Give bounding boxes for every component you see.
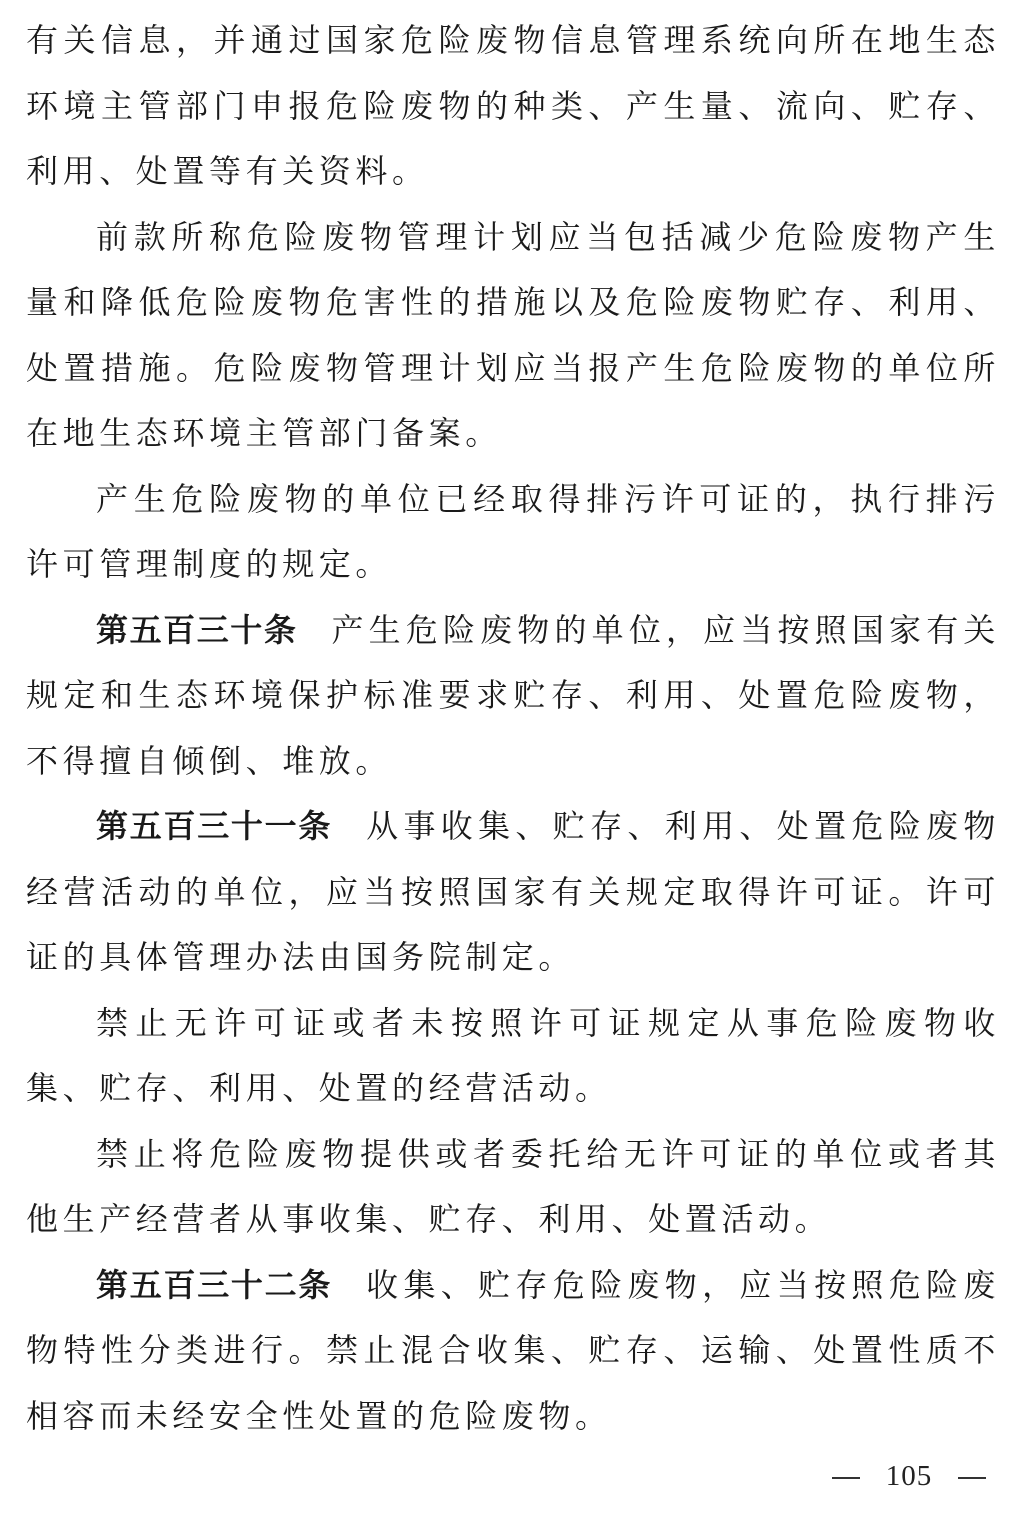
document-page [26, 8, 1000, 1449]
article-number: 第五百三十二条 [96, 1265, 333, 1304]
page-number: 105 [885, 1460, 933, 1492]
article-number: 第五百三十一条 [96, 807, 333, 845]
body-paragraph [26, 467, 1000, 598]
footer-dash-right [958, 1477, 986, 1479]
page-footer [0, 1458, 1024, 1498]
paragraph-text: 收集、贮存危险废物，应当按照危险废物特性分类进行。禁止混合收集、贮存、运输、处置性质不相容而未经安全性处置的危险废物。 [26, 1265, 1000, 1435]
paragraph-text: 有关信息，并通过国家危险废物信息管理系统向所在地生态环境主管部门申报危险废物的种类、产生量、流向、贮存、利用、处置等有关资料。 [26, 21, 1000, 190]
footer-dash-left [832, 1477, 860, 1479]
body-paragraph [26, 205, 1000, 467]
paragraph-text: 从事收集、贮存、利用、处置危险废物经营活动的单位，应当按照国家有关规定取得许可证。许可证的具体管理办法由国务院制定。 [26, 807, 1000, 976]
paragraph-text: 产生危险废物的单位，应当按照国家有关规定和生态环境保护标准要求贮存、利用、处置危险废物，不得擅自倾倒、堆放。 [26, 610, 1000, 780]
body-paragraph [26, 991, 1000, 1122]
paragraph-text: 禁止无许可证或者未按照许可证规定从事危险废物收集、贮存、利用、处置的经营活动。 [26, 1003, 1000, 1107]
paragraph-text: 产生危险废物的单位已经取得排污许可证的，执行排污许可管理制度的规定。 [26, 479, 1000, 583]
article-paragraph [26, 1253, 1000, 1450]
article-paragraph [26, 598, 1000, 795]
body-paragraph [26, 8, 1000, 205]
paragraph-text: 禁止将危险废物提供或者委托给无许可证的单位或者其他生产经营者从事收集、贮存、利用、处置活动。 [26, 1134, 1000, 1238]
article-number: 第五百三十条 [96, 610, 298, 649]
paragraph-text: 前款所称危险废物管理计划应当包括减少危险废物产生量和降低危险废物危害性的措施以及危险废物贮存、利用、处置措施。危险废物管理计划应当报产生危险废物的单位所在地生态环境主管部门备案。 [26, 217, 1000, 452]
body-paragraph [26, 1122, 1000, 1253]
article-paragraph [26, 794, 1000, 991]
